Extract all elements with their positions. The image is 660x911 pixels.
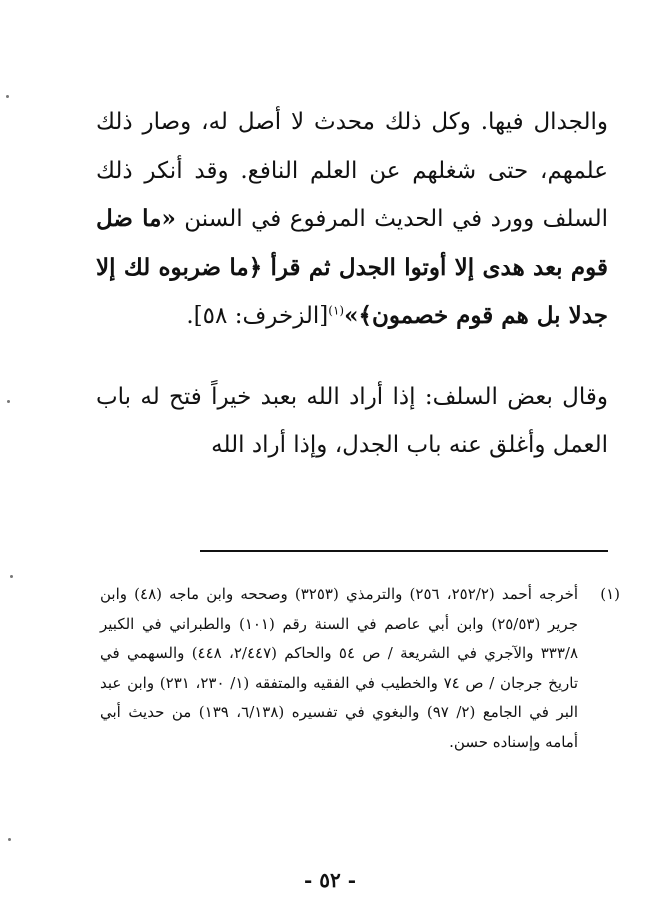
scan-speck (6, 95, 9, 98)
footnote-separator (200, 550, 608, 552)
scan-speck (8, 838, 11, 841)
scan-speck (10, 575, 13, 578)
footnote-text: أخرجه أحمد (٢٥٢/٢، ٢٥٦) والترمذي (٣٢٥٣) وصححه وابن ماجه (٤٨) وابن جرير (٢٥/٥٣) وابن أبي عاصم في السنة رقم (١٠١) والطبراني في الكبير ٣٣٣/٨ والآجري في الشريعة / ص ٥٤ والحاكم (٢/٤٤٧، ٤٤٨) والسهمي في تاريخ جرجان / ص ٧٤ والخطيب في الفقيه والمتفقه (١/ ٢٣٠، ٢٣١) وابن عبد البر في الجامع (٢/ ٩٧) والبغوي في تفسيره (٦/١٣٨، ١٣٩) من حديث أبي أمامه وإسناده حسن. (100, 585, 579, 751)
footnote-1 (100, 580, 620, 757)
footnote-marker: (١) (600, 585, 620, 603)
footnote-reference[interactable]: (١) (328, 303, 345, 318)
page-number: - ٥٢ - (303, 868, 356, 892)
paragraph-1-text: والجدال فيها. وكل ذلك محدث لا أصل له، وصار ذلك علمهم، حتى شغلهم عن العلم النافع. وقد أنكر ذلك السلف وورد في الحديث المرفوع في السنن (96, 109, 608, 232)
paragraph-1 (96, 98, 608, 341)
main-text (96, 98, 608, 470)
paragraph-2: وقال بعض السلف: إذا أراد الله بعبد خيراً فتح له باب العمل وأغلق عنه باب الجدل، وإذا أراد الله (96, 383, 608, 458)
surah-reference: [الزخرف: ٥٨]. (186, 303, 329, 329)
scan-speck (7, 400, 10, 403)
hadith-quote: «ما ضل قوم بعد هدى إلا أوتوا الجدل ثم قرأ ﴿ما ضربوه لك إلا جدلا بل هم قوم خصمون﴾» (96, 205, 608, 329)
footnotes (100, 580, 620, 757)
